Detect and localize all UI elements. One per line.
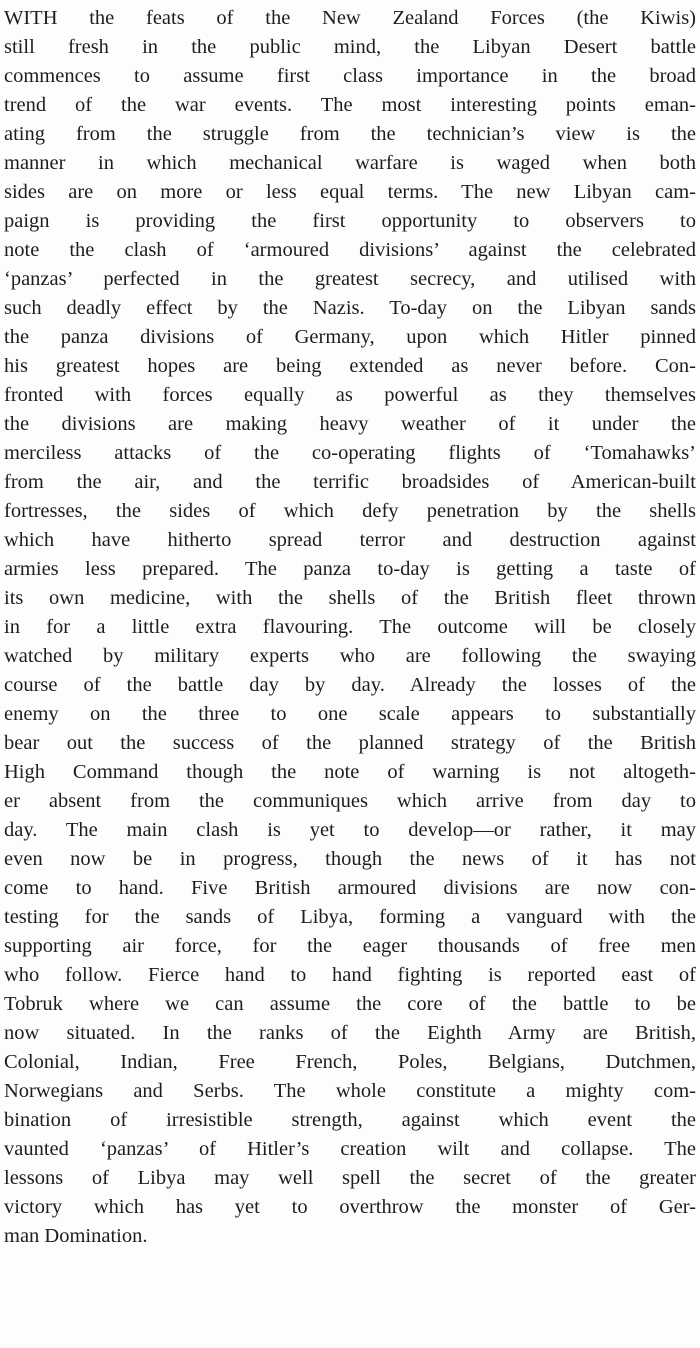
text-line: fronted with forces equally as powerful as they themselves bbox=[4, 384, 696, 406]
text-line: enemy on the three to one scale appears to substantially bbox=[4, 703, 696, 725]
text-line: lessons of Libya may well spell the secret of the greater bbox=[4, 1167, 696, 1189]
text-line: which have hitherto spread terror and destruction against bbox=[4, 529, 696, 551]
text-line: his greatest hopes are being extended as never before. Con- bbox=[4, 355, 696, 377]
text-line: in for a little extra flavouring. The outcome will be closely bbox=[4, 616, 696, 638]
text-line: the divisions are making heavy weather of it under the bbox=[4, 413, 696, 435]
text-line: victory which has yet to overthrow the monster of Ger- bbox=[4, 1196, 696, 1218]
text-line: come to hand. Five British armoured divisions are now con- bbox=[4, 877, 696, 899]
text-line: fortresses, the sides of which defy penetration by the shells bbox=[4, 500, 696, 522]
text-line: Tobruk where we can assume the core of the battle to be bbox=[4, 993, 696, 1015]
text-line: High Command though the note of warning is not altogeth- bbox=[4, 761, 696, 783]
text-line: day. The main clash is yet to develop—or rather, it may bbox=[4, 819, 696, 841]
text-line: now situated. In the ranks of the Eighth Army are British, bbox=[4, 1022, 696, 1044]
text-line: armies less prepared. The panza to-day is getting a taste of bbox=[4, 558, 696, 580]
text-line: testing for the sands of Libya, forming a vanguard with the bbox=[4, 906, 696, 928]
text-line: Norwegians and Serbs. The whole constitute a mighty com- bbox=[4, 1080, 696, 1102]
text-line: ating from the struggle from the technician’s view is the bbox=[4, 123, 696, 145]
text-line: WITH the feats of the New Zealand Forces (the Kiwis) bbox=[4, 7, 696, 29]
text-line: bination of irresistible strength, against which event the bbox=[4, 1109, 696, 1131]
text-line: the panza divisions of Germany, upon which Hitler pinned bbox=[4, 326, 696, 348]
text-line: Colonial, Indian, Free French, Poles, Belgians, Dutchmen, bbox=[4, 1051, 696, 1073]
text-line: manner in which mechanical warfare is waged when both bbox=[4, 152, 696, 174]
text-line: watched by military experts who are following the swaying bbox=[4, 645, 696, 667]
text-line: such deadly effect by the Nazis. To-day on the Libyan sands bbox=[4, 297, 696, 319]
text-line: commences to assume first class importance in the broad bbox=[4, 65, 696, 87]
text-line: bear out the success of the planned strategy of the British bbox=[4, 732, 696, 754]
text-line: ‘panzas’ perfected in the greatest secrecy, and utilised with bbox=[4, 268, 696, 290]
article-body bbox=[4, 4, 696, 1251]
text-line: from the air, and the terrific broadsides of American-built bbox=[4, 471, 696, 493]
text-line: supporting air force, for the eager thousands of free men bbox=[4, 935, 696, 957]
text-line: vaunted ‘panzas’ of Hitler’s creation wilt and collapse. The bbox=[4, 1138, 696, 1160]
text-line: paign is providing the first opportunity to observers to bbox=[4, 210, 696, 232]
text-line: er absent from the communiques which arrive from day to bbox=[4, 790, 696, 812]
text-line: sides are on more or less equal terms. The new Libyan cam- bbox=[4, 181, 696, 203]
text-line: trend of the war events. The most interesting points eman- bbox=[4, 94, 696, 116]
text-line: still fresh in the public mind, the Libyan Desert battle bbox=[4, 36, 696, 58]
text-line: even now be in progress, though the news of it has not bbox=[4, 848, 696, 870]
text-line: merciless attacks of the co-operating flights of ‘Tomahawks’ bbox=[4, 442, 696, 464]
text-line: course of the battle day by day. Already the losses of the bbox=[4, 674, 696, 696]
text-line: its own medicine, with the shells of the British fleet thrown bbox=[4, 587, 696, 609]
text-line: note the clash of ‘armoured divisions’ against the celebrated bbox=[4, 239, 696, 261]
text-line: who follow. Fierce hand to hand fighting is reported east of bbox=[4, 964, 696, 986]
text-line: man Domination. bbox=[4, 1225, 148, 1247]
